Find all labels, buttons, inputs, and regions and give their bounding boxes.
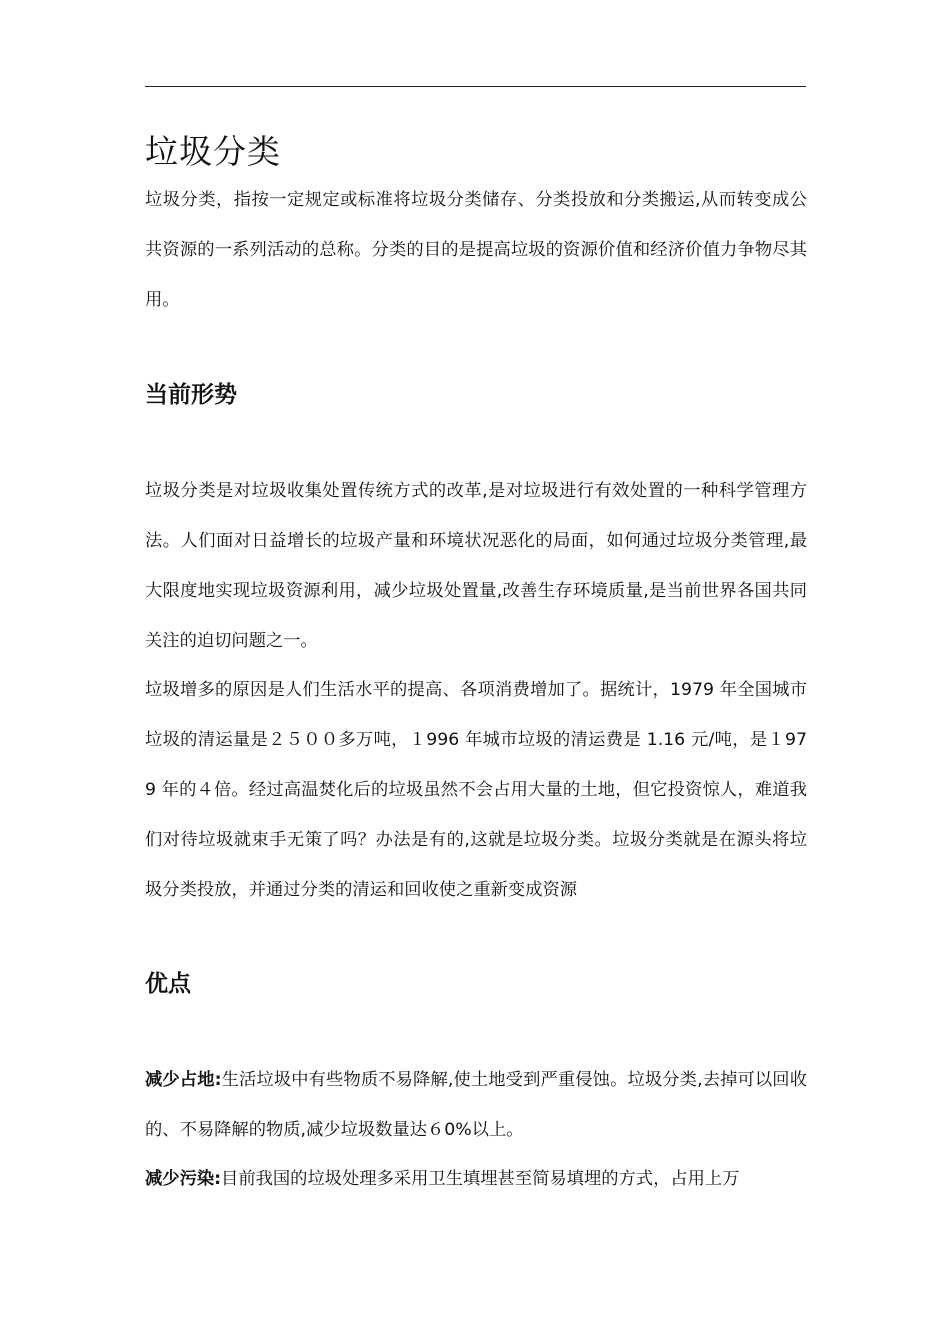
advantage-term: 减少占地: (145, 1070, 222, 1090)
section-heading-current-situation: 当前形势 (145, 382, 237, 408)
advantage-item-reduce-land (145, 1055, 807, 1155)
advantage-text: 生活垃圾中有些物质不易降解,使土地受到严重侵蚀。垃圾分类,去掉可以回收的、不易降解的物质,减少垃圾数量达６0%以上。 (145, 1070, 807, 1140)
advantage-text: 目前我国的垃圾处理多采用卫生填埋甚至简易填埋的方式，占用上万 (221, 1169, 740, 1189)
intro-paragraph: 垃圾分类，指按一定规定或标准将垃圾分类储存、分类投放和分类搬运,从而转变成公共资源的一系列活动的总称。分类的目的是提高垃圾的资源价值和经济价值力争物尽其用。 (145, 190, 807, 310)
situation-paragraph-2: 垃圾增多的原因是人们生活水平的提高、各项消费增加了。据统计，1979 年全国城市垃圾的清运量是２５００多万吨，１996 年城市垃圾的清运费是 1.16 元/吨，是１979 年的４倍。经过高温焚化后的垃圾虽然不会占用大量的土地，但它投资惊人，难道我们对待垃圾就束手无策了吗？办法是有的,这就是垃圾分类。垃圾分类就是在源头将垃圾分类投放，并通过分类的清运和回收使之重新变成资源 (145, 680, 807, 900)
advantage-term: 减少污染: (145, 1169, 222, 1189)
section-heading-advantages: 优点 (145, 971, 191, 997)
header-rule (145, 86, 806, 87)
situation-paragraph-1: 垃圾分类是对垃圾收集处置传统方式的改革,是对垃圾进行有效处置的一种科学管理方法。人们面对日益增长的垃圾产量和环境状况恶化的局面，如何通过垃圾分类管理,最大限度地实现垃圾资源利用，减少垃圾处置量,改善生存环境质量,是当前世界各国共同关注的迫切问题之一。 (145, 481, 807, 651)
document-title: 垃圾分类 (145, 132, 281, 171)
advantage-item-reduce-pollution (145, 1154, 807, 1204)
